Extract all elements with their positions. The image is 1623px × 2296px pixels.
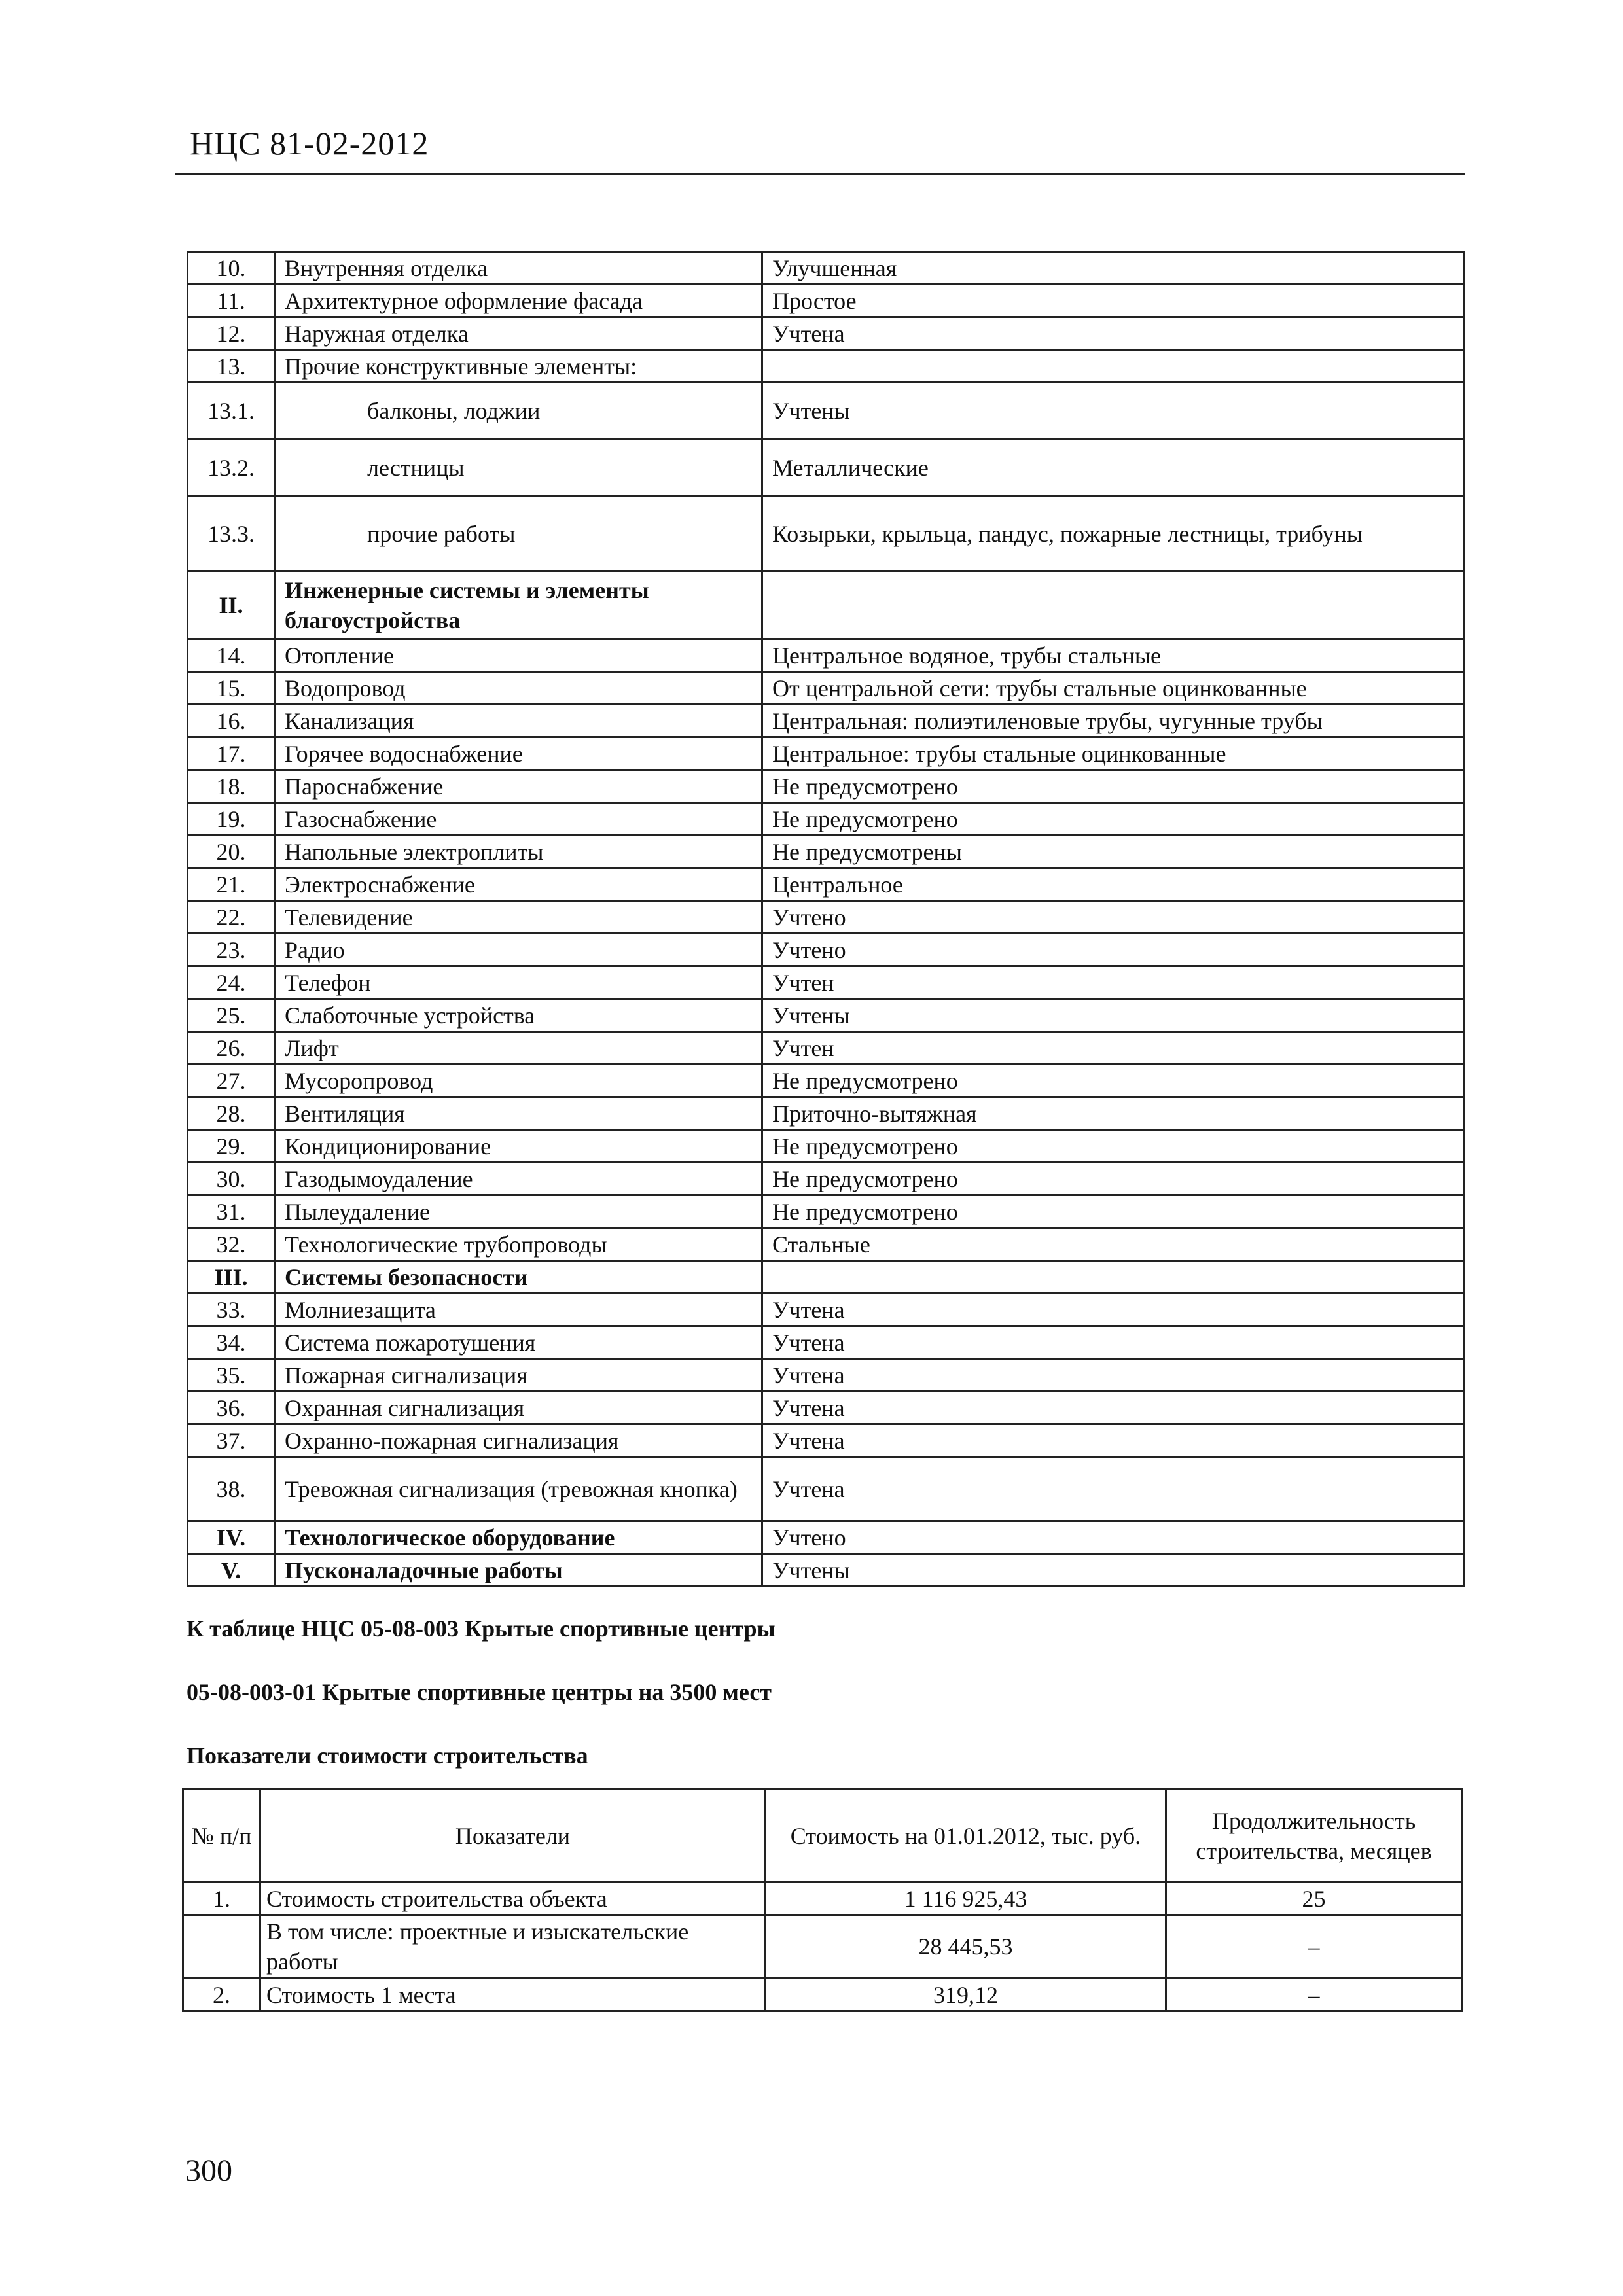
row-value <box>762 571 1464 639</box>
table-row <box>188 1065 1464 1097</box>
table-row <box>188 999 1464 1032</box>
row-name: Система пожаротушения <box>275 1326 762 1359</box>
row-number: 33. <box>188 1294 275 1326</box>
row-name: Вентиляция <box>275 1097 762 1130</box>
row-number: 19. <box>188 803 275 836</box>
header-cost: Стоимость на 01.01.2012, тыс. руб. <box>766 1790 1166 1882</box>
row-value: Не предусмотрено <box>762 770 1464 803</box>
row-name: Мусоропровод <box>275 1065 762 1097</box>
row-number: 38. <box>188 1457 275 1521</box>
row-name: лестницы <box>275 440 762 497</box>
row-name: Лифт <box>275 1032 762 1065</box>
table-row <box>188 1097 1464 1130</box>
row-name: Водопровод <box>275 672 762 705</box>
row-number: 11. <box>188 285 275 317</box>
table-row <box>188 966 1464 999</box>
row-name: Канализация <box>275 705 762 737</box>
table-row <box>188 737 1464 770</box>
row-number: 15. <box>188 672 275 705</box>
row-value: Не предусмотрено <box>762 1195 1464 1228</box>
row-value: Учтены <box>762 1554 1464 1587</box>
row-number: 30. <box>188 1163 275 1195</box>
header-rule <box>175 173 1465 175</box>
row-number: 2. <box>183 1979 260 2011</box>
row-value: Учтены <box>762 999 1464 1032</box>
table-row <box>188 571 1464 639</box>
row-number: 13.2. <box>188 440 275 497</box>
table-row <box>188 770 1464 803</box>
row-name: Телевидение <box>275 901 762 934</box>
row-duration: – <box>1166 1979 1462 2011</box>
row-number: 36. <box>188 1392 275 1424</box>
row-number: 10. <box>188 252 275 285</box>
subtable-caption: 05-08-003-01 Крытые спортивные центры на 3500 мест <box>187 1679 772 1705</box>
row-value <box>762 350 1464 383</box>
row-name: Охранная сигнализация <box>275 1392 762 1424</box>
row-name: Системы безопасности <box>275 1261 762 1294</box>
row-value: Учтено <box>762 901 1464 934</box>
row-name: Кондиционирование <box>275 1130 762 1163</box>
table-row <box>188 705 1464 737</box>
row-name: В том числе: проектные и изыскательские работы <box>260 1915 766 1979</box>
table-row <box>188 1294 1464 1326</box>
row-value: Стальные <box>762 1228 1464 1261</box>
table-row <box>188 1326 1464 1359</box>
row-value: Учтена <box>762 317 1464 350</box>
row-number <box>183 1915 260 1979</box>
spec-table <box>187 251 1465 1587</box>
table-row <box>188 1032 1464 1065</box>
table-reference-caption: К таблице НЦС 05-08-003 Крытые спортивные центры <box>187 1616 776 1642</box>
row-name: Внутренняя отделка <box>275 252 762 285</box>
row-value: Улучшенная <box>762 252 1464 285</box>
row-number: 31. <box>188 1195 275 1228</box>
table-row <box>183 1979 1462 2011</box>
row-duration: – <box>1166 1915 1462 1979</box>
row-value: Учтено <box>762 934 1464 966</box>
row-name: Наружная отделка <box>275 317 762 350</box>
table-row <box>188 672 1464 705</box>
row-value: Не предусмотрено <box>762 1163 1464 1195</box>
row-value: Учтен <box>762 966 1464 999</box>
row-value: Учтено <box>762 1521 1464 1554</box>
table-row <box>188 1228 1464 1261</box>
row-value: Не предусмотрено <box>762 803 1464 836</box>
row-number: 13.1. <box>188 383 275 440</box>
row-name: Молниезащита <box>275 1294 762 1326</box>
row-number: 13.3. <box>188 497 275 571</box>
row-duration: 25 <box>1166 1882 1462 1915</box>
row-name: Технологические трубопроводы <box>275 1228 762 1261</box>
table-row <box>188 868 1464 901</box>
row-name: Пусконаладочные работы <box>275 1554 762 1587</box>
row-value: Учтена <box>762 1424 1464 1457</box>
table-row <box>188 1195 1464 1228</box>
page-number: 300 <box>185 2153 232 2188</box>
table-row <box>188 639 1464 672</box>
row-value: Не предусмотрено <box>762 1130 1464 1163</box>
row-number: 24. <box>188 966 275 999</box>
row-value: Не предусмотрено <box>762 1065 1464 1097</box>
row-number: 12. <box>188 317 275 350</box>
row-value: Учтена <box>762 1294 1464 1326</box>
row-number: II. <box>188 571 275 639</box>
header-num: № п/п <box>183 1790 260 1882</box>
row-cost: 319,12 <box>766 1979 1166 2011</box>
row-value: Учтена <box>762 1457 1464 1521</box>
table-row <box>188 1163 1464 1195</box>
table-row <box>188 383 1464 440</box>
indicators-caption: Показатели стоимости строительства <box>187 1742 588 1769</box>
table-row <box>188 440 1464 497</box>
row-number: 1. <box>183 1882 260 1915</box>
table-row <box>183 1915 1462 1979</box>
table-row <box>188 1392 1464 1424</box>
table-row <box>183 1882 1462 1915</box>
row-value: Учтены <box>762 383 1464 440</box>
row-value: Центральное: трубы стальные оцинкованные <box>762 737 1464 770</box>
row-name: Слаботочные устройства <box>275 999 762 1032</box>
table-row <box>188 1554 1464 1587</box>
row-number: 37. <box>188 1424 275 1457</box>
row-name: Стоимость 1 места <box>260 1979 766 2011</box>
table-row <box>188 1424 1464 1457</box>
cost-table <box>182 1788 1463 2012</box>
table-row <box>188 1359 1464 1392</box>
row-value: Приточно-вытяжная <box>762 1097 1464 1130</box>
row-name: прочие работы <box>275 497 762 571</box>
row-name: Тревожная сигнализация (тревожная кнопка) <box>275 1457 762 1521</box>
row-name: Охранно-пожарная сигнализация <box>275 1424 762 1457</box>
row-number: V. <box>188 1554 275 1587</box>
row-number: 16. <box>188 705 275 737</box>
row-name: Газоснабжение <box>275 803 762 836</box>
row-number: III. <box>188 1261 275 1294</box>
row-number: 17. <box>188 737 275 770</box>
row-value: Простое <box>762 285 1464 317</box>
row-name: Газодымоудаление <box>275 1163 762 1195</box>
row-name: балконы, лоджии <box>275 383 762 440</box>
row-value: Металлические <box>762 440 1464 497</box>
row-name: Архитектурное оформление фасада <box>275 285 762 317</box>
table-row <box>188 901 1464 934</box>
table-row <box>188 497 1464 571</box>
table-row <box>188 252 1464 285</box>
row-name: Электроснабжение <box>275 868 762 901</box>
row-name: Технологическое оборудование <box>275 1521 762 1554</box>
row-number: 27. <box>188 1065 275 1097</box>
row-number: 32. <box>188 1228 275 1261</box>
table-row <box>188 1130 1464 1163</box>
row-value: Центральная: полиэтиленовые трубы, чугунные трубы <box>762 705 1464 737</box>
row-value: Учтен <box>762 1032 1464 1065</box>
row-name: Телефон <box>275 966 762 999</box>
row-value: Центральное водяное, трубы стальные <box>762 639 1464 672</box>
row-value: Козырьки, крыльца, пандус, пожарные лестницы, трибуны <box>762 497 1464 571</box>
row-value: Учтена <box>762 1326 1464 1359</box>
row-number: 23. <box>188 934 275 966</box>
row-name: Стоимость строительства объекта <box>260 1882 766 1915</box>
row-number: 13. <box>188 350 275 383</box>
row-number: 34. <box>188 1326 275 1359</box>
table-row <box>188 803 1464 836</box>
header-duration: Продолжительность строительства, месяцев <box>1166 1790 1462 1882</box>
row-name: Инженерные системы и элементы благоустройства <box>275 571 762 639</box>
header-name: Показатели <box>260 1790 766 1882</box>
row-number: 35. <box>188 1359 275 1392</box>
row-name: Радио <box>275 934 762 966</box>
table-row <box>188 317 1464 350</box>
table-row <box>188 285 1464 317</box>
table-row <box>188 1521 1464 1554</box>
row-number: 25. <box>188 999 275 1032</box>
row-value: Учтена <box>762 1359 1464 1392</box>
row-value: Центральное <box>762 868 1464 901</box>
table-row <box>188 934 1464 966</box>
row-value <box>762 1261 1464 1294</box>
document-code: НЦС 81-02-2012 <box>190 125 429 162</box>
row-value: Учтена <box>762 1392 1464 1424</box>
row-number: 28. <box>188 1097 275 1130</box>
row-name: Отопление <box>275 639 762 672</box>
row-number: 26. <box>188 1032 275 1065</box>
row-name: Прочие конструктивные элементы: <box>275 350 762 383</box>
row-number: 18. <box>188 770 275 803</box>
row-value: От центральной сети: трубы стальные оцинкованные <box>762 672 1464 705</box>
row-name: Пароснабжение <box>275 770 762 803</box>
row-name: Пылеудаление <box>275 1195 762 1228</box>
row-number: 21. <box>188 868 275 901</box>
row-number: 29. <box>188 1130 275 1163</box>
row-name: Напольные электроплиты <box>275 836 762 868</box>
row-number: 20. <box>188 836 275 868</box>
row-name: Пожарная сигнализация <box>275 1359 762 1392</box>
table-header-row <box>183 1790 1462 1882</box>
row-cost: 28 445,53 <box>766 1915 1166 1979</box>
row-number: 14. <box>188 639 275 672</box>
table-row <box>188 836 1464 868</box>
row-cost: 1 116 925,43 <box>766 1882 1166 1915</box>
row-name: Горячее водоснабжение <box>275 737 762 770</box>
row-number: 22. <box>188 901 275 934</box>
row-number: IV. <box>188 1521 275 1554</box>
table-row <box>188 1261 1464 1294</box>
table-row <box>188 350 1464 383</box>
table-row <box>188 1457 1464 1521</box>
row-value: Не предусмотрены <box>762 836 1464 868</box>
